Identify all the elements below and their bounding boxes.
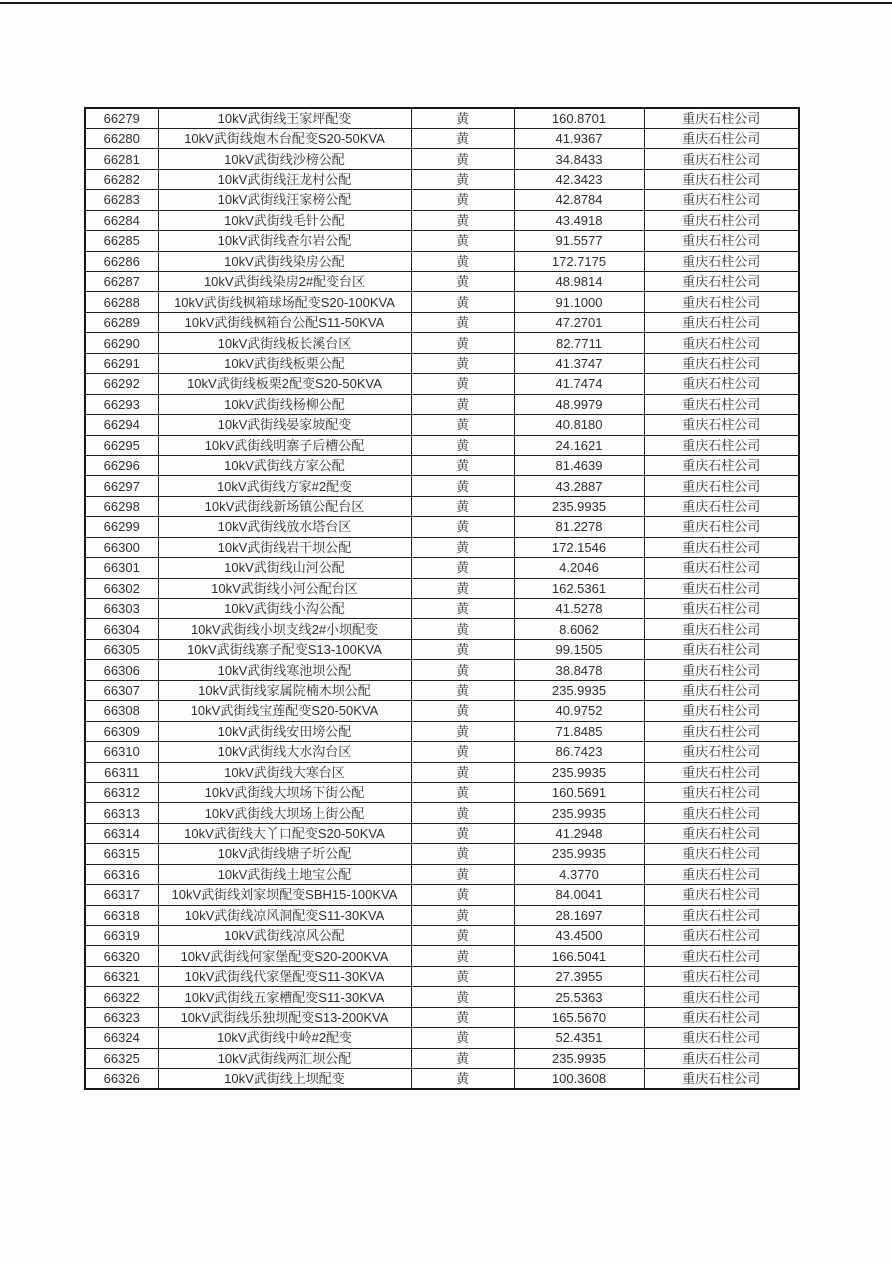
table-row	[85, 680, 799, 700]
status-flag-cell: 黄	[411, 455, 514, 475]
value-cell: 160.5691	[514, 782, 644, 802]
status-flag-cell: 黄	[411, 272, 514, 292]
status-flag-cell: 黄	[411, 476, 514, 496]
status-flag-cell: 黄	[411, 823, 514, 843]
table-row	[85, 108, 799, 128]
device-name-cell: 10kV武街线杨柳公配	[158, 394, 411, 414]
device-name-cell: 10kV武街线毛针公配	[158, 210, 411, 230]
row-id-cell: 66290	[85, 333, 158, 353]
value-cell: 91.1000	[514, 292, 644, 312]
row-id-cell: 66312	[85, 782, 158, 802]
value-cell: 235.9935	[514, 680, 644, 700]
table-row	[85, 558, 799, 578]
row-id-cell: 66291	[85, 353, 158, 373]
status-flag-cell: 黄	[411, 782, 514, 802]
value-cell: 235.9935	[514, 803, 644, 823]
device-name-cell: 10kV武街线放水塔台区	[158, 517, 411, 537]
status-flag-cell: 黄	[411, 190, 514, 210]
company-cell: 重庆石柱公司	[644, 1048, 799, 1068]
table-row	[85, 742, 799, 762]
table-row	[85, 823, 799, 843]
row-id-cell: 66293	[85, 394, 158, 414]
table-row	[85, 803, 799, 823]
value-cell: 42.8784	[514, 190, 644, 210]
status-flag-cell: 黄	[411, 517, 514, 537]
company-cell: 重庆石柱公司	[644, 415, 799, 435]
device-name-cell: 10kV武街线炮木台配变S20-50KVA	[158, 128, 411, 148]
device-name-cell: 10kV武街线晏家坡配变	[158, 415, 411, 435]
row-id-cell: 66295	[85, 435, 158, 455]
device-name-cell: 10kV武街线土地宝公配	[158, 864, 411, 884]
company-cell: 重庆石柱公司	[644, 169, 799, 189]
value-cell: 235.9935	[514, 1048, 644, 1068]
company-cell: 重庆石柱公司	[644, 599, 799, 619]
device-name-cell: 10kV武街线枫箱台公配S11-50KVA	[158, 312, 411, 332]
device-name-cell: 10kV武街线大坝场下街公配	[158, 782, 411, 802]
value-cell: 82.7711	[514, 333, 644, 353]
status-flag-cell: 黄	[411, 619, 514, 639]
company-cell: 重庆石柱公司	[644, 1028, 799, 1048]
row-id-cell: 66281	[85, 149, 158, 169]
company-cell: 重庆石柱公司	[644, 312, 799, 332]
row-id-cell: 66303	[85, 599, 158, 619]
value-cell: 43.4918	[514, 210, 644, 230]
table-row	[85, 1048, 799, 1068]
device-name-cell: 10kV武街线上坝配变	[158, 1069, 411, 1089]
value-cell: 38.8478	[514, 660, 644, 680]
table-row	[85, 701, 799, 721]
company-cell: 重庆石柱公司	[644, 680, 799, 700]
value-cell: 100.3608	[514, 1069, 644, 1089]
company-cell: 重庆石柱公司	[644, 803, 799, 823]
value-cell: 41.2948	[514, 823, 644, 843]
value-cell: 27.3955	[514, 966, 644, 986]
device-name-cell: 10kV武街线两汇坝公配	[158, 1048, 411, 1068]
table-row	[85, 435, 799, 455]
company-cell: 重庆石柱公司	[644, 701, 799, 721]
row-id-cell: 66313	[85, 803, 158, 823]
status-flag-cell: 黄	[411, 128, 514, 148]
company-cell: 重庆石柱公司	[644, 333, 799, 353]
device-name-cell: 10kV武街线凉风洞配变S11-30KVA	[158, 905, 411, 925]
status-flag-cell: 黄	[411, 435, 514, 455]
table-row	[85, 619, 799, 639]
table-row	[85, 885, 799, 905]
device-name-cell: 10kV武街线刘家坝配变SBH15-100KVA	[158, 885, 411, 905]
row-id-cell: 66319	[85, 926, 158, 946]
device-name-cell: 10kV武街线板栗公配	[158, 353, 411, 373]
table-row	[85, 864, 799, 884]
row-id-cell: 66296	[85, 455, 158, 475]
value-cell: 24.1621	[514, 435, 644, 455]
status-flag-cell: 黄	[411, 1048, 514, 1068]
value-cell: 81.2278	[514, 517, 644, 537]
company-cell: 重庆石柱公司	[644, 231, 799, 251]
value-cell: 235.9935	[514, 762, 644, 782]
status-flag-cell: 黄	[411, 251, 514, 271]
row-id-cell: 66326	[85, 1069, 158, 1089]
table-row	[85, 353, 799, 373]
device-name-cell: 10kV武街线塘子圻公配	[158, 844, 411, 864]
company-cell: 重庆石柱公司	[644, 926, 799, 946]
status-flag-cell: 黄	[411, 415, 514, 435]
status-flag-cell: 黄	[411, 558, 514, 578]
status-flag-cell: 黄	[411, 578, 514, 598]
row-id-cell: 66294	[85, 415, 158, 435]
value-cell: 40.8180	[514, 415, 644, 435]
row-id-cell: 66310	[85, 742, 158, 762]
device-name-cell: 10kV武街线大寒台区	[158, 762, 411, 782]
power-line-records-table	[84, 107, 800, 1090]
device-name-cell: 10kV武街线方家公配	[158, 455, 411, 475]
device-name-cell: 10kV武街线宝莲配变S20-50KVA	[158, 701, 411, 721]
status-flag-cell: 黄	[411, 885, 514, 905]
row-id-cell: 66324	[85, 1028, 158, 1048]
device-name-cell: 10kV武街线寨子配变S13-100KVA	[158, 639, 411, 659]
status-flag-cell: 黄	[411, 1007, 514, 1027]
status-flag-cell: 黄	[411, 803, 514, 823]
row-id-cell: 66325	[85, 1048, 158, 1068]
row-id-cell: 66317	[85, 885, 158, 905]
device-name-cell: 10kV武街线方家#2配变	[158, 476, 411, 496]
value-cell: 48.9814	[514, 272, 644, 292]
status-flag-cell: 黄	[411, 599, 514, 619]
device-name-cell: 10kV武街线大坝场上街公配	[158, 803, 411, 823]
value-cell: 235.9935	[514, 844, 644, 864]
table-row	[85, 537, 799, 557]
value-cell: 99.1505	[514, 639, 644, 659]
device-name-cell: 10kV武街线安田塝公配	[158, 721, 411, 741]
table-row	[85, 599, 799, 619]
status-flag-cell: 黄	[411, 231, 514, 251]
device-name-cell: 10kV武街线王家坪配变	[158, 108, 411, 128]
value-cell: 34.8433	[514, 149, 644, 169]
value-cell: 162.5361	[514, 578, 644, 598]
device-name-cell: 10kV武街线板长溪台区	[158, 333, 411, 353]
row-id-cell: 66286	[85, 251, 158, 271]
row-id-cell: 66285	[85, 231, 158, 251]
status-flag-cell: 黄	[411, 987, 514, 1007]
company-cell: 重庆石柱公司	[644, 455, 799, 475]
row-id-cell: 66318	[85, 905, 158, 925]
company-cell: 重庆石柱公司	[644, 987, 799, 1007]
table-row	[85, 496, 799, 516]
company-cell: 重庆石柱公司	[644, 128, 799, 148]
table-row	[85, 128, 799, 148]
row-id-cell: 66321	[85, 966, 158, 986]
table-row	[85, 782, 799, 802]
row-id-cell: 66280	[85, 128, 158, 148]
company-cell: 重庆石柱公司	[644, 742, 799, 762]
status-flag-cell: 黄	[411, 864, 514, 884]
row-id-cell: 66308	[85, 701, 158, 721]
row-id-cell: 66323	[85, 1007, 158, 1027]
status-flag-cell: 黄	[411, 639, 514, 659]
row-id-cell: 66322	[85, 987, 158, 1007]
device-name-cell: 10kV武街线汪龙村公配	[158, 169, 411, 189]
row-id-cell: 66309	[85, 721, 158, 741]
company-cell: 重庆石柱公司	[644, 844, 799, 864]
status-flag-cell: 黄	[411, 1028, 514, 1048]
company-cell: 重庆石柱公司	[644, 210, 799, 230]
device-name-cell: 10kV武街线凉风公配	[158, 926, 411, 946]
device-name-cell: 10kV武街线乐独坝配变S13-200KVA	[158, 1007, 411, 1027]
table-row	[85, 455, 799, 475]
status-flag-cell: 黄	[411, 905, 514, 925]
company-cell: 重庆石柱公司	[644, 762, 799, 782]
device-name-cell: 10kV武街线小河公配台区	[158, 578, 411, 598]
table-row	[85, 905, 799, 925]
table-row	[85, 333, 799, 353]
value-cell: 48.9979	[514, 394, 644, 414]
table-row	[85, 946, 799, 966]
status-flag-cell: 黄	[411, 496, 514, 516]
company-cell: 重庆石柱公司	[644, 435, 799, 455]
row-id-cell: 66284	[85, 210, 158, 230]
row-id-cell: 66298	[85, 496, 158, 516]
row-id-cell: 66305	[85, 639, 158, 659]
row-id-cell: 66299	[85, 517, 158, 537]
table-row	[85, 272, 799, 292]
value-cell: 41.7474	[514, 374, 644, 394]
row-id-cell: 66315	[85, 844, 158, 864]
company-cell: 重庆石柱公司	[644, 476, 799, 496]
company-cell: 重庆石柱公司	[644, 639, 799, 659]
table-row	[85, 1028, 799, 1048]
device-name-cell: 10kV武街线山河公配	[158, 558, 411, 578]
company-cell: 重庆石柱公司	[644, 1069, 799, 1089]
table-row	[85, 517, 799, 537]
row-id-cell: 66297	[85, 476, 158, 496]
table-row	[85, 578, 799, 598]
status-flag-cell: 黄	[411, 926, 514, 946]
status-flag-cell: 黄	[411, 210, 514, 230]
value-cell: 43.4500	[514, 926, 644, 946]
status-flag-cell: 黄	[411, 680, 514, 700]
row-id-cell: 66289	[85, 312, 158, 332]
company-cell: 重庆石柱公司	[644, 374, 799, 394]
status-flag-cell: 黄	[411, 333, 514, 353]
table-row	[85, 251, 799, 271]
table-row	[85, 721, 799, 741]
device-name-cell: 10kV武街线家属院楠木坝公配	[158, 680, 411, 700]
device-name-cell: 10kV武街线大丫口配变S20-50KVA	[158, 823, 411, 843]
row-id-cell: 66279	[85, 108, 158, 128]
value-cell: 42.3423	[514, 169, 644, 189]
value-cell: 91.5577	[514, 231, 644, 251]
row-id-cell: 66292	[85, 374, 158, 394]
status-flag-cell: 黄	[411, 966, 514, 986]
device-name-cell: 10kV武街线明寨子后槽公配	[158, 435, 411, 455]
company-cell: 重庆石柱公司	[644, 966, 799, 986]
table-row	[85, 169, 799, 189]
status-flag-cell: 黄	[411, 394, 514, 414]
device-name-cell: 10kV武街线查尔岩公配	[158, 231, 411, 251]
device-name-cell: 10kV武街线新场镇公配台区	[158, 496, 411, 516]
table-row	[85, 292, 799, 312]
value-cell: 172.1546	[514, 537, 644, 557]
table-row	[85, 190, 799, 210]
row-id-cell: 66302	[85, 578, 158, 598]
device-name-cell: 10kV武街线板栗2配变S20-50KVA	[158, 374, 411, 394]
row-id-cell: 66282	[85, 169, 158, 189]
company-cell: 重庆石柱公司	[644, 190, 799, 210]
value-cell: 43.2887	[514, 476, 644, 496]
value-cell: 4.3770	[514, 864, 644, 884]
table-row	[85, 394, 799, 414]
table-row	[85, 210, 799, 230]
device-name-cell: 10kV武街线染房公配	[158, 251, 411, 271]
page-top-edge-line	[0, 2, 892, 4]
status-flag-cell: 黄	[411, 701, 514, 721]
value-cell: 165.5670	[514, 1007, 644, 1027]
table-row	[85, 149, 799, 169]
row-id-cell: 66316	[85, 864, 158, 884]
row-id-cell: 66314	[85, 823, 158, 843]
company-cell: 重庆石柱公司	[644, 496, 799, 516]
value-cell: 8.6062	[514, 619, 644, 639]
row-id-cell: 66311	[85, 762, 158, 782]
status-flag-cell: 黄	[411, 946, 514, 966]
table-row	[85, 762, 799, 782]
company-cell: 重庆石柱公司	[644, 558, 799, 578]
company-cell: 重庆石柱公司	[644, 660, 799, 680]
value-cell: 4.2046	[514, 558, 644, 578]
status-flag-cell: 黄	[411, 374, 514, 394]
row-id-cell: 66306	[85, 660, 158, 680]
value-cell: 47.2701	[514, 312, 644, 332]
table-row	[85, 374, 799, 394]
table-row	[85, 987, 799, 1007]
status-flag-cell: 黄	[411, 312, 514, 332]
device-name-cell: 10kV武街线代家堡配变S11-30KVA	[158, 966, 411, 986]
company-cell: 重庆石柱公司	[644, 353, 799, 373]
row-id-cell: 66307	[85, 680, 158, 700]
device-name-cell: 10kV武街线五家槽配变S11-30KVA	[158, 987, 411, 1007]
value-cell: 40.9752	[514, 701, 644, 721]
row-id-cell: 66300	[85, 537, 158, 557]
table-row	[85, 231, 799, 251]
table-body	[85, 108, 799, 1089]
value-cell: 235.9935	[514, 496, 644, 516]
device-name-cell: 10kV武街线汪家榜公配	[158, 190, 411, 210]
table-row	[85, 844, 799, 864]
device-name-cell: 10kV武街线染房2#配变台区	[158, 272, 411, 292]
value-cell: 41.5278	[514, 599, 644, 619]
company-cell: 重庆石柱公司	[644, 251, 799, 271]
company-cell: 重庆石柱公司	[644, 905, 799, 925]
value-cell: 71.8485	[514, 721, 644, 741]
value-cell: 28.1697	[514, 905, 644, 925]
device-name-cell: 10kV武街线岩干坝公配	[158, 537, 411, 557]
value-cell: 172.7175	[514, 251, 644, 271]
table-row	[85, 660, 799, 680]
row-id-cell: 66304	[85, 619, 158, 639]
table-row	[85, 1007, 799, 1027]
table-row	[85, 415, 799, 435]
company-cell: 重庆石柱公司	[644, 537, 799, 557]
status-flag-cell: 黄	[411, 353, 514, 373]
value-cell: 160.8701	[514, 108, 644, 128]
device-name-cell: 10kV武街线小坝支线2#小坝配变	[158, 619, 411, 639]
value-cell: 52.4351	[514, 1028, 644, 1048]
value-cell: 81.4639	[514, 455, 644, 475]
row-id-cell: 66301	[85, 558, 158, 578]
status-flag-cell: 黄	[411, 742, 514, 762]
row-id-cell: 66283	[85, 190, 158, 210]
device-name-cell: 10kV武街线大水沟台区	[158, 742, 411, 762]
company-cell: 重庆石柱公司	[644, 292, 799, 312]
status-flag-cell: 黄	[411, 1069, 514, 1089]
company-cell: 重庆石柱公司	[644, 721, 799, 741]
table-row	[85, 1069, 799, 1089]
table-row	[85, 639, 799, 659]
status-flag-cell: 黄	[411, 108, 514, 128]
company-cell: 重庆石柱公司	[644, 619, 799, 639]
company-cell: 重庆石柱公司	[644, 517, 799, 537]
status-flag-cell: 黄	[411, 537, 514, 557]
company-cell: 重庆石柱公司	[644, 272, 799, 292]
company-cell: 重庆石柱公司	[644, 782, 799, 802]
company-cell: 重庆石柱公司	[644, 1007, 799, 1027]
table-row	[85, 476, 799, 496]
status-flag-cell: 黄	[411, 844, 514, 864]
row-id-cell: 66288	[85, 292, 158, 312]
row-id-cell: 66287	[85, 272, 158, 292]
status-flag-cell: 黄	[411, 149, 514, 169]
row-id-cell: 66320	[85, 946, 158, 966]
value-cell: 25.5363	[514, 987, 644, 1007]
status-flag-cell: 黄	[411, 762, 514, 782]
value-cell: 84.0041	[514, 885, 644, 905]
table-row	[85, 966, 799, 986]
company-cell: 重庆石柱公司	[644, 946, 799, 966]
table-row	[85, 312, 799, 332]
device-name-cell: 10kV武街线何家堡配变S20-200KVA	[158, 946, 411, 966]
value-cell: 41.9367	[514, 128, 644, 148]
company-cell: 重庆石柱公司	[644, 578, 799, 598]
device-name-cell: 10kV武街线寒池坝公配	[158, 660, 411, 680]
table-row	[85, 926, 799, 946]
company-cell: 重庆石柱公司	[644, 864, 799, 884]
device-name-cell: 10kV武街线沙榜公配	[158, 149, 411, 169]
company-cell: 重庆石柱公司	[644, 394, 799, 414]
value-cell: 86.7423	[514, 742, 644, 762]
status-flag-cell: 黄	[411, 721, 514, 741]
value-cell: 41.3747	[514, 353, 644, 373]
company-cell: 重庆石柱公司	[644, 149, 799, 169]
value-cell: 166.5041	[514, 946, 644, 966]
status-flag-cell: 黄	[411, 169, 514, 189]
device-name-cell: 10kV武街线枫箱球场配变S20-100KVA	[158, 292, 411, 312]
company-cell: 重庆石柱公司	[644, 823, 799, 843]
device-name-cell: 10kV武街线中岭#2配变	[158, 1028, 411, 1048]
company-cell: 重庆石柱公司	[644, 108, 799, 128]
company-cell: 重庆石柱公司	[644, 885, 799, 905]
device-name-cell: 10kV武街线小沟公配	[158, 599, 411, 619]
status-flag-cell: 黄	[411, 660, 514, 680]
status-flag-cell: 黄	[411, 292, 514, 312]
